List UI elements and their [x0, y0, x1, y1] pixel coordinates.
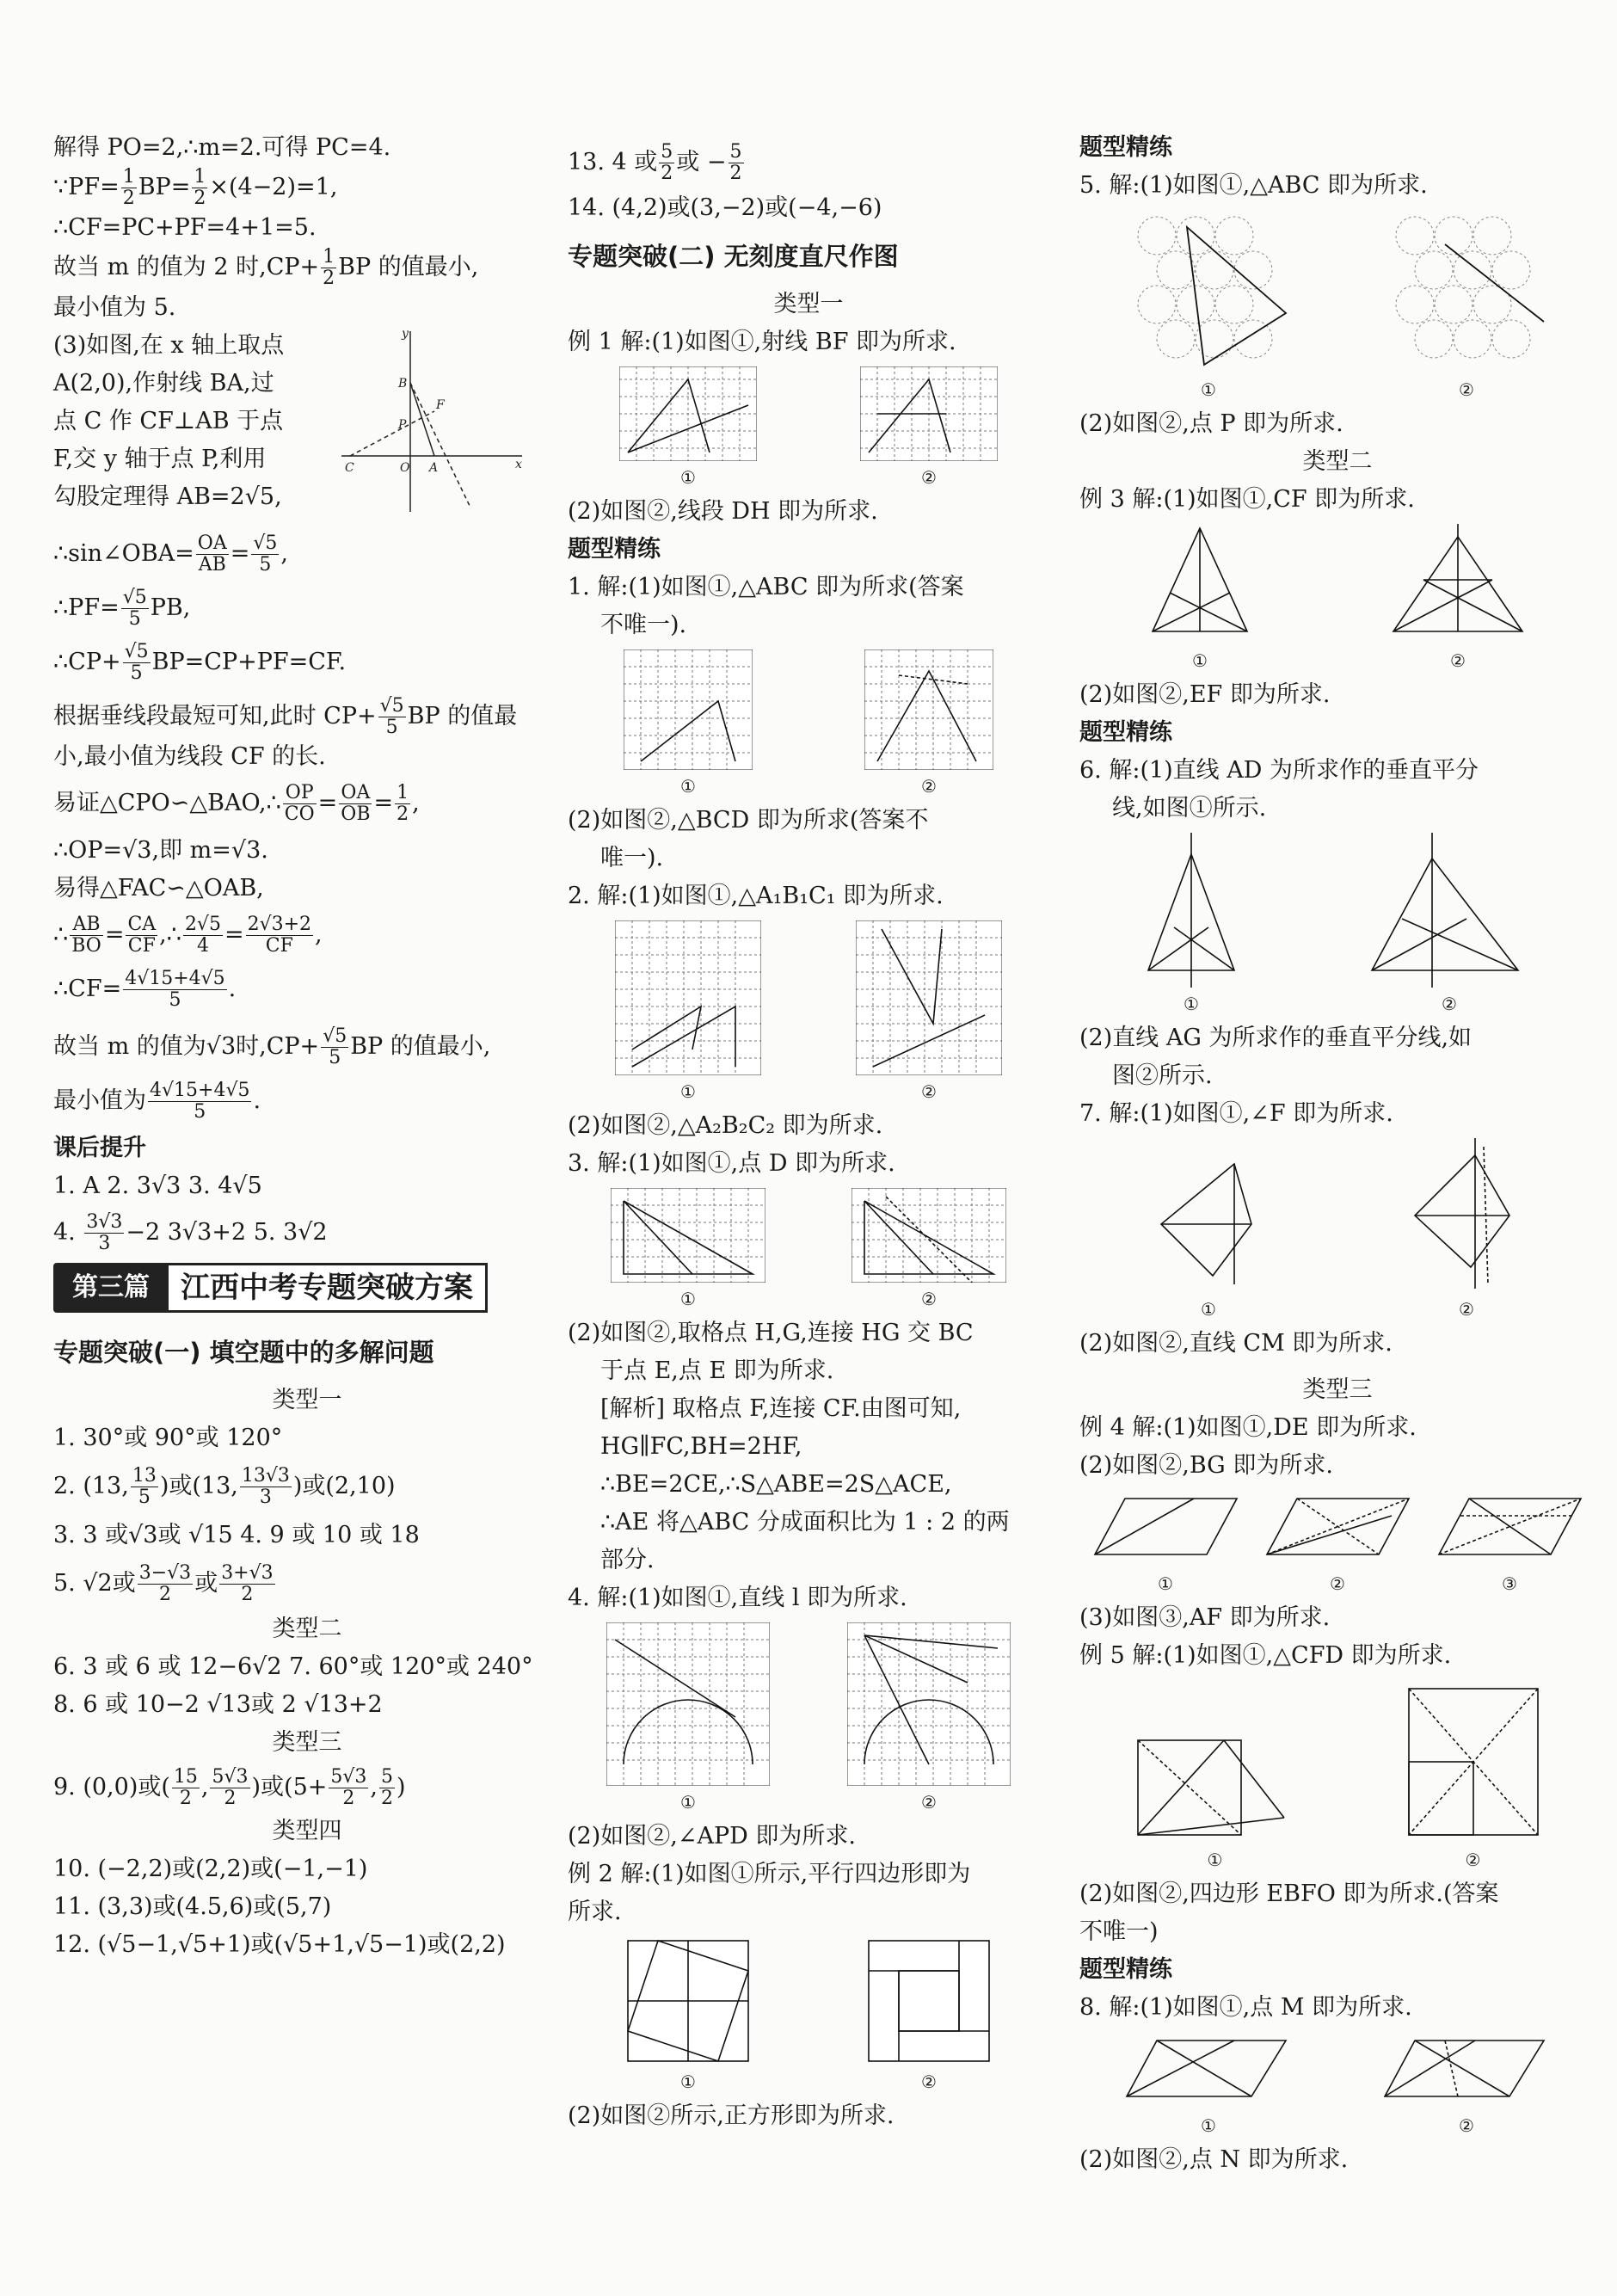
figure-row	[568, 649, 1049, 797]
grid-figure	[852, 1188, 1006, 1283]
type-heading: 类型一	[773, 291, 844, 317]
text-line: ∴CF= $\frac{4√15+4√5}{5}$ .	[53, 968, 237, 1011]
text-line: ∴ $\frac{AB}{BO}$ = $\frac{CA}{CF}$ ,∴ $\frac{2√5}{4}$ = $\frac{2√3+2}{CF}$ ,	[53, 914, 323, 957]
text-line: (2)如图②,EF 即为所求.	[1079, 681, 1331, 708]
text-line: ∴BE=2CE,∴S△ABE=2S△ACE,	[600, 1471, 952, 1498]
square-figure	[1400, 1680, 1546, 1844]
figure-row	[568, 1188, 1049, 1309]
figure-row	[1079, 833, 1595, 1014]
triangle-figure	[1140, 833, 1243, 988]
text-line: ∴CP+ $\frac{√5}{5}$ BP=CP+PF=CF.	[53, 641, 347, 684]
section-heading: 题型精练	[1079, 719, 1172, 746]
text-line: (2)直线 AG 为所求作的垂直平分线,如	[1079, 1025, 1473, 1051]
svg-text:P: P	[398, 418, 407, 432]
text-line: 线,如图①所示.	[1112, 795, 1267, 822]
fraction: $\frac{13√3}{3}$	[241, 1465, 290, 1508]
fraction: $\frac{2√5}{4}$	[184, 914, 221, 957]
type-heading: 类型一	[272, 1387, 342, 1413]
text-line: 6. 解:(1)直线 AD 为所求作的垂直平分	[1079, 757, 1479, 784]
figure-caption: ②	[1330, 1573, 1345, 1594]
triangle-figure	[1363, 833, 1535, 988]
figure-caption: ②	[921, 776, 937, 797]
text-line: (2)如图②所示,正方形即为所求.	[568, 2102, 895, 2129]
square-figure	[864, 1936, 993, 2065]
fraction: $\frac{√5}{5}$	[124, 641, 149, 684]
figure-caption: ①	[1201, 1299, 1216, 1320]
text-line: (2)如图②,直线 CM 即为所求.	[1079, 1330, 1393, 1357]
fraction: $\frac{5√3}{2}$	[330, 1766, 367, 1809]
figure-row	[1079, 524, 1595, 671]
figure-caption: ①	[680, 2071, 696, 2092]
text-line: 不唯一)	[1079, 1918, 1159, 1945]
svg-text:A: A	[429, 461, 439, 475]
triangle-figure	[1144, 524, 1256, 644]
figure-caption: ②	[1459, 2115, 1474, 2136]
banner-title: 江西中考专题突破方案	[169, 1263, 488, 1313]
fraction: $\frac{OP}{CO}$	[284, 782, 315, 825]
fraction: $\frac{OA}{OB}$	[341, 782, 371, 825]
fraction: $\frac{5}{2}$	[380, 1766, 393, 1809]
text-line: (2)如图②,∠APD 即为所求.	[568, 1823, 856, 1850]
fraction: $\frac{3√3}{3}$	[86, 1211, 123, 1254]
fraction: $\frac{AB}{BO}$	[71, 914, 101, 957]
grid-figure	[624, 649, 753, 770]
answer-line: 12. (√5−1,√5+1)或(√5+1,√5−1)或(2,2)	[53, 1931, 506, 1958]
type-heading: 类型三	[272, 1729, 342, 1756]
fraction: $\frac{5}{2}$	[729, 141, 742, 184]
text-line: 7. 解:(1)如图①,∠F 即为所求.	[1079, 1100, 1393, 1127]
fraction: $\frac{2√3+2}{CF}$	[247, 914, 312, 957]
figure-caption: ①	[680, 1792, 696, 1813]
figure-caption: ①	[1192, 650, 1208, 671]
answer-line: 4. $\frac{3√3}{3}$ −2 3√3+2 5. 3√2	[53, 1211, 328, 1254]
figure-row	[568, 1622, 1049, 1813]
fraction: $\frac{13}{5}$	[132, 1465, 157, 1508]
figure-row	[1079, 2032, 1595, 2136]
text-line: F,交 y 轴于点 P,利用	[53, 446, 267, 472]
fraction: $\frac{1}{2}$	[323, 246, 335, 289]
figure-row	[1079, 1490, 1595, 1594]
part-banner	[53, 1263, 561, 1313]
text-line: 不唯一).	[600, 612, 687, 638]
svg-text:O: O	[400, 461, 410, 475]
text-line: (2)如图②,四边形 EBFO 即为所求.(答案	[1079, 1881, 1499, 1907]
text-line: 部分.	[600, 1547, 655, 1573]
fraction: $\frac{15}{2}$	[173, 1766, 198, 1809]
answer-line: 6. 3 或 6 或 12−6√2 7. 60°或 120°或 240°	[53, 1653, 533, 1680]
figure-row	[1079, 210, 1595, 400]
figure-caption: ②	[921, 467, 937, 488]
text-line: 例 4 解:(1)如图①,DE 即为所求.	[1079, 1414, 1417, 1441]
figure-block	[53, 327, 561, 533]
column-middle	[568, 142, 1049, 2135]
text-line: 最小值为 5.	[53, 294, 176, 321]
figure-caption: ②	[1450, 650, 1466, 671]
text-line: ∴PF= $\frac{√5}{5}$ PB,	[53, 587, 191, 630]
text-line: 4. 解:(1)如图①,直线 l 即为所求.	[568, 1585, 907, 1611]
text-line: 最小值为 $\frac{4√15+4√5}{5}$ .	[53, 1080, 261, 1123]
text-line: 2. 解:(1)如图①,△A₁B₁C₁ 即为所求.	[568, 883, 944, 909]
text-line: (3)如图③,AF 即为所求.	[1079, 1604, 1331, 1631]
text-line: 8. 解:(1)如图①,点 M 即为所求.	[1079, 1994, 1412, 2021]
section-heading: 题型精练	[1079, 134, 1172, 161]
figure-caption: ①	[680, 1081, 696, 1102]
hexagon-figure	[1380, 210, 1552, 373]
text-line: (2)如图②,BG 即为所求.	[1079, 1452, 1333, 1479]
answer-line: 5. √2或 $\frac{3-√3}{2}$ 或 $\frac{3+√3}{2}$	[53, 1562, 274, 1605]
figure-caption: ②	[1465, 1850, 1481, 1870]
type-heading: 类型二	[272, 1616, 342, 1642]
figure-caption: ②	[921, 1081, 937, 1102]
text-line: 5. 解:(1)如图①,△ABC 即为所求.	[1079, 172, 1428, 199]
text-line: 小,最小值为线段 CF 的长.	[53, 743, 326, 770]
text-line: 唯一).	[600, 845, 664, 871]
grid-figure	[611, 1188, 765, 1283]
parallelogram-figure	[1122, 2032, 1294, 2109]
fraction: $\frac{5}{2}$	[661, 141, 673, 184]
figure-caption: ②	[921, 1289, 937, 1309]
kite-figure	[1406, 1138, 1527, 1293]
topic-heading: 专题突破(一) 填空题中的多解问题	[53, 1338, 434, 1367]
answer-line: 8. 6 或 10−2 √13或 2 √13+2	[53, 1691, 383, 1718]
triangle-figure	[1385, 524, 1531, 644]
text-line: [解析] 取格点 F,连接 CF.由图可知,	[600, 1395, 962, 1422]
fraction: $\frac{√5}{5}$	[253, 532, 278, 576]
text-line: ∴CF=PC+PF=4+1=5.	[53, 214, 317, 241]
figure-caption: ②	[1442, 994, 1457, 1014]
figure-caption: ①	[1201, 2115, 1216, 2136]
text-line: 所求.	[568, 1899, 622, 1925]
answer-line: 11. (3,3)或(4.5,6)或(5,7)	[53, 1893, 332, 1920]
figure-caption: ①	[680, 776, 696, 797]
text-line: ∴OP=√3,即 m=√3.	[53, 837, 268, 864]
banner-part-label: 第三篇	[53, 1263, 169, 1313]
fraction: $\frac{1}{2}$	[397, 782, 409, 825]
text-line: 故当 m 的值为√3时,CP+ $\frac{√5}{5}$ BP 的值最小,	[53, 1025, 491, 1068]
fraction: $\frac{5√3}{2}$	[212, 1766, 249, 1809]
fraction: $\frac{1}{2}$	[122, 166, 135, 209]
answer-line: 1. 30°或 90°或 120°	[53, 1425, 283, 1451]
parallelogram-figure	[1263, 1490, 1413, 1567]
grid-figure	[615, 920, 761, 1075]
answer-line: 13. 4 或 $\frac{5}{2}$ 或 − $\frac{5}{2}$	[568, 141, 742, 184]
svg-text:B: B	[398, 377, 408, 391]
text-line: HG∥FC,BH=2HF,	[600, 1433, 802, 1460]
grid-figure	[864, 649, 993, 770]
text-line: 1. 解:(1)如图①,△ABC 即为所求(答案	[568, 574, 964, 600]
grid-figure	[856, 920, 1002, 1075]
parallelogram-figure	[1091, 1490, 1241, 1567]
text-line: (2)如图②,△BCD 即为所求(答案不	[568, 807, 929, 834]
svg-text:C: C	[345, 461, 354, 475]
grid-figure	[619, 366, 757, 461]
figure-row	[568, 366, 1049, 488]
fraction: $\frac{√5}{5}$	[379, 695, 404, 738]
figure-caption: ①	[1201, 379, 1216, 400]
text-line: 点 C 作 CF⊥AB 于点	[53, 408, 284, 434]
figure-caption: ①	[1184, 994, 1199, 1014]
text-line: (2)如图②,△A₂B₂C₂ 即为所求.	[568, 1112, 883, 1139]
fraction: $\frac{1}{2}$	[194, 166, 206, 209]
text-line: 图②所示.	[1112, 1062, 1213, 1089]
text-line: 解得 PO=2,∴m=2.可得 PC=4.	[53, 134, 391, 161]
square-figure	[624, 1936, 753, 2065]
text-line: 例 2 解:(1)如图①所示,平行四边形即为	[568, 1861, 971, 1887]
figure-caption: ①	[1207, 1850, 1223, 1870]
hexagon-figure	[1122, 210, 1294, 373]
text-line: ∴AE 将△ABC 分成面积比为 1 : 2 的两	[600, 1509, 1010, 1536]
svg-text:x: x	[515, 458, 522, 471]
svg-text:F: F	[436, 398, 445, 412]
figure-caption: ②	[921, 2071, 937, 2092]
svg-text:y: y	[402, 327, 409, 341]
text-line: 易证△CPO∽△BAO,∴ $\frac{OP}{CO}$ = $\frac{OA}{OB}$ = $\frac{1}{2}$ ,	[53, 782, 420, 825]
figure-caption: ②	[1459, 1299, 1474, 1320]
type-heading: 类型四	[272, 1818, 342, 1844]
topic-heading: 专题突破(二) 无刻度直尺作图	[568, 242, 899, 271]
section-heading: 课后提升	[53, 1135, 146, 1161]
answer-line: 2. (13, $\frac{13}{5}$ )或(13, $\frac{13√3}{3}$ )或(2,10)	[53, 1465, 396, 1508]
coordinate-figure	[333, 327, 531, 516]
fraction: $\frac{3+√3}{2}$	[221, 1562, 274, 1605]
answer-line: 9. (0,0)或( $\frac{15}{2}$ , $\frac{5√3}{2}$ )或(5+ $\frac{5√3}{2}$ , $\frac{5}{2}$ )	[53, 1766, 406, 1809]
text-line: (2)如图②,取格点 H,G,连接 HG 交 BC	[568, 1320, 974, 1346]
text-line: ∴sin∠OBA= $\frac{OA}{AB}$ = $\frac{√5}{5}$ ,	[53, 532, 288, 576]
grid-figure	[847, 1622, 1011, 1786]
figure-caption: ①	[680, 467, 696, 488]
type-heading: 类型二	[1302, 448, 1373, 475]
text-line: 例 3 解:(1)如图①,CF 即为所求.	[1079, 486, 1415, 513]
figure-row	[1079, 1138, 1595, 1320]
parallelogram-figure	[1380, 2032, 1552, 2109]
fraction: $\frac{OA}{AB}$	[197, 532, 227, 576]
figure-row	[568, 1936, 1049, 2092]
answer-line: 14. (4,2)或(3,−2)或(−4,−6)	[568, 194, 882, 221]
figure-caption: ①	[1158, 1573, 1173, 1594]
rectangle-figure	[1129, 1697, 1301, 1844]
answer-line: 1. A 2. 3√3 3. 4√5	[53, 1173, 262, 1199]
grid-figure	[606, 1622, 770, 1786]
figure-caption: ②	[921, 1792, 937, 1813]
section-heading: 题型精练	[1079, 1956, 1172, 1983]
answer-line: 3. 3 或√3或 √15 4. 9 或 10 或 18	[53, 1522, 420, 1548]
text-line: 易得△FAC∽△OAB,	[53, 875, 264, 902]
grid-figure	[860, 366, 998, 461]
text-line: 于点 E,点 E 即为所求.	[600, 1357, 834, 1384]
figure-row	[1079, 1680, 1595, 1870]
figure-caption: ②	[1459, 379, 1474, 400]
text-line: 勾股定理得 AB=2√5,	[53, 483, 282, 510]
figure-row	[568, 920, 1049, 1102]
type-heading: 类型三	[1302, 1376, 1373, 1403]
text-line: A(2,0),作射线 BA,过	[53, 370, 274, 397]
text-line: (2)如图②,点 N 即为所求.	[1079, 2146, 1349, 2173]
kite-figure	[1148, 1155, 1269, 1293]
fraction: $\frac{4√15+4√5}{5}$	[150, 1080, 250, 1123]
section-heading: 题型精练	[568, 536, 661, 563]
text-line: 根据垂线段最短可知,此时 CP+ $\frac{√5}{5}$ BP 的值最	[53, 695, 518, 738]
text-line: 3. 解:(1)如图①,点 D 即为所求.	[568, 1150, 895, 1177]
fraction: $\frac{√5}{5}$	[122, 587, 147, 630]
figure-caption: ③	[1502, 1573, 1517, 1594]
answer-line: 10. (−2,2)或(2,2)或(−1,−1)	[53, 1856, 368, 1882]
column-right	[1079, 129, 1595, 2179]
parallelogram-figure	[1435, 1490, 1585, 1567]
text-line: 故当 m 的值为 2 时,CP+ $\frac{1}{2}$ BP 的值最小,	[53, 246, 479, 289]
text-line: (3)如图,在 x 轴上取点	[53, 332, 285, 359]
text-line: 例 5 解:(1)如图①,△CFD 即为所求.	[1079, 1642, 1452, 1669]
figure-caption: ①	[680, 1289, 696, 1309]
text-line: (2)如图②,点 P 即为所求.	[1079, 410, 1343, 437]
fraction: $\frac{4√15+4√5}{5}$	[125, 968, 225, 1011]
fraction: $\frac{√5}{5}$	[323, 1025, 347, 1068]
fraction: $\frac{3-√3}{2}$	[138, 1562, 192, 1605]
text-line: 例 1 解:(1)如图①,射线 BF 即为所求.	[568, 329, 956, 355]
text-line: (2)如图②,线段 DH 即为所求.	[568, 498, 878, 525]
column-left	[53, 129, 561, 1964]
text-line: ∵PF= $\frac{1}{2}$ BP= $\frac{1}{2}$ ×(4−2)=1,	[53, 166, 338, 209]
fraction: $\frac{CA}{CF}$	[127, 914, 157, 957]
